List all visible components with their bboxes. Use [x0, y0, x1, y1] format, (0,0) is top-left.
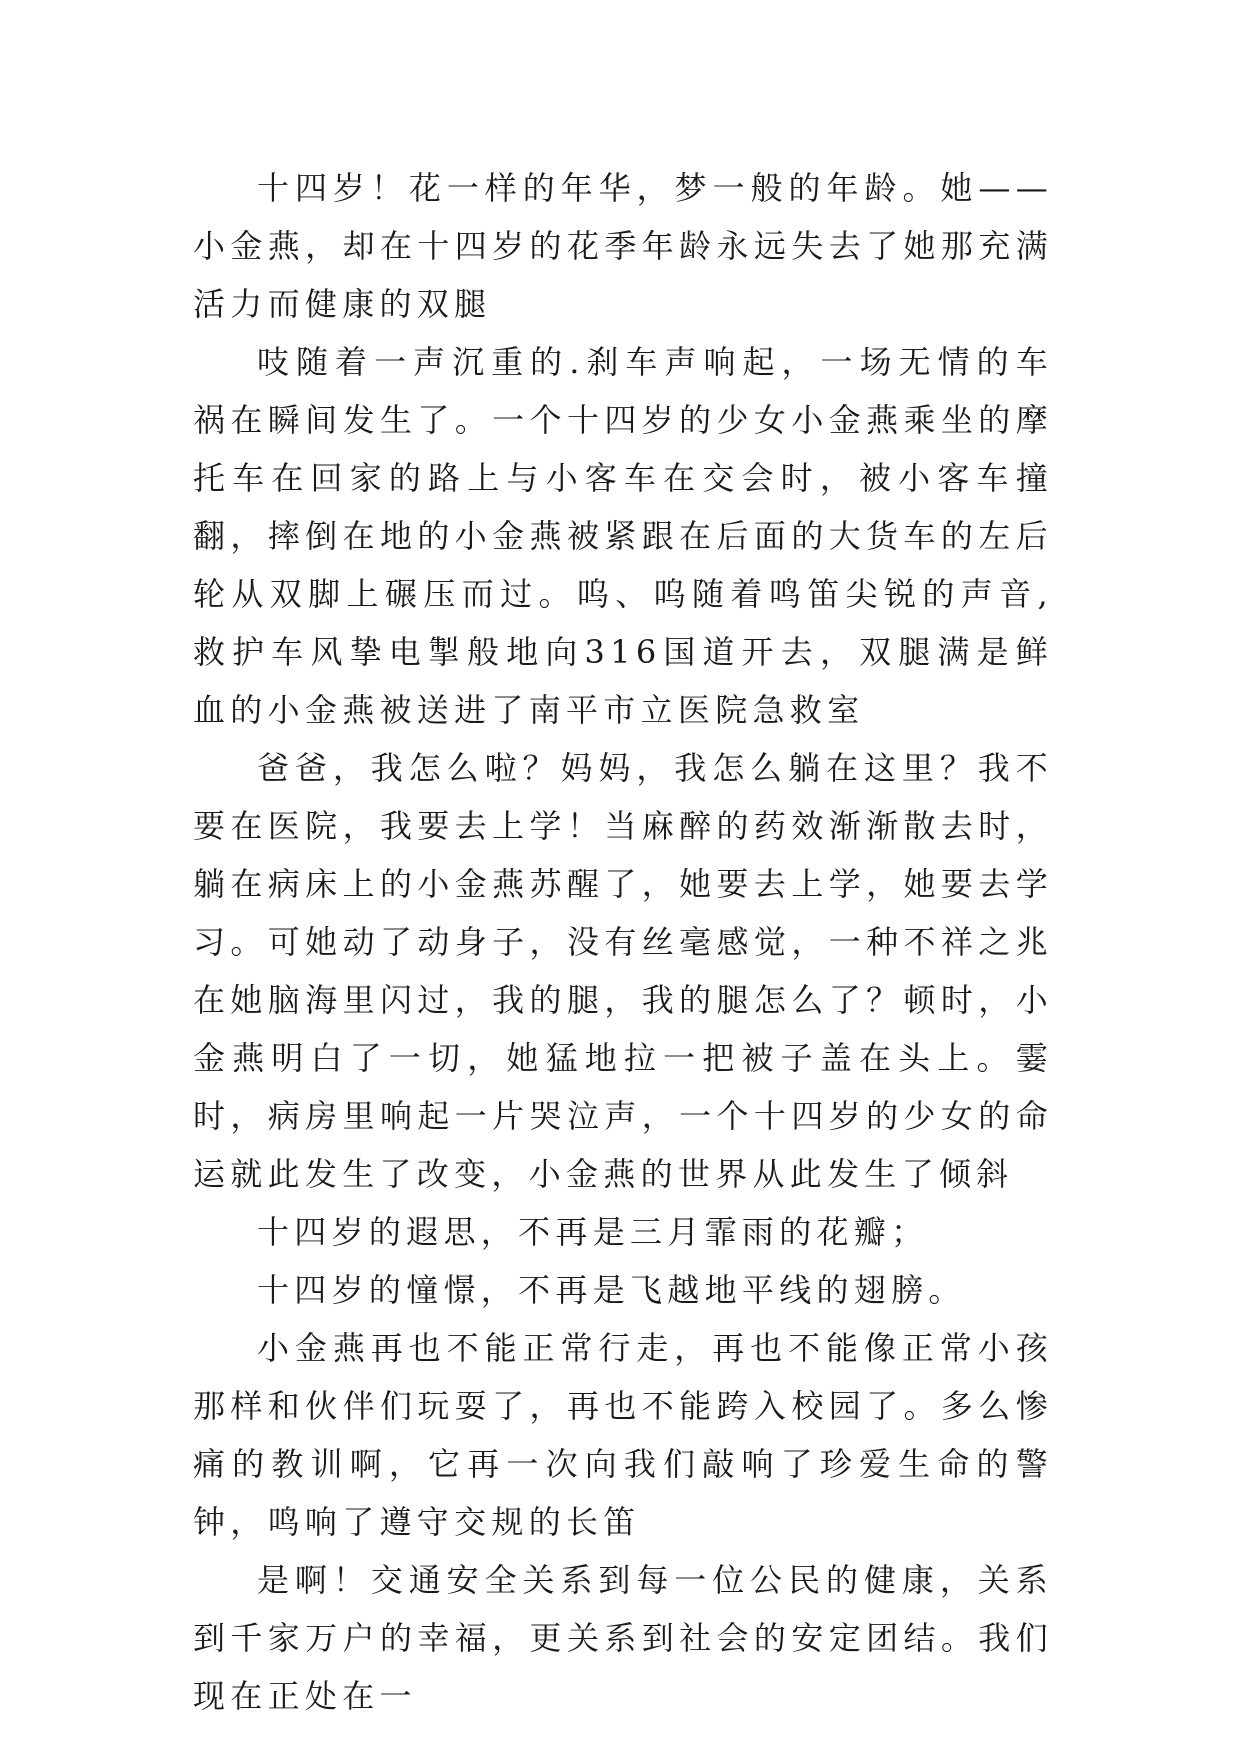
paragraph-7: 是啊！交通安全关系到每一位公民的健康，关系到千家万户的幸福，更关系到社会的安定团结。我们现在正处在一: [193, 1561, 1053, 1715]
paragraph-3: 爸爸，我怎么啦？妈妈，我怎么躺在这里？我不要在医院，我要去上学！当麻醉的药效渐渐散去时，躺在病床上的小金燕苏醒了，她要去上学，她要去学习。可她动了动身子，没有丝毫感觉，一种不祥之兆在她脑海里闪过，我的腿，我的腿怎么了？顿时，小金燕明白了一切，她猛地拉一把被子盖在头上。霎时，病房里响起一片哭泣声，一个十四岁的少女的命运就此发生了改变，小金燕的世界从此发生了倾斜: [193, 749, 1053, 1193]
document-body: [193, 159, 1053, 1725]
paragraph-2: 吱随着一声沉重的.刹车声响起，一场无情的车祸在瞬间发生了。一个十四岁的少女小金燕乘坐的摩托车在回家的路上与小客车在交会时，被小客车撞翻，摔倒在地的小金燕被紧跟在后面的大货车的左后轮从双脚上碾压而过。呜、呜随着鸣笛尖锐的声音,救护车风挚电掣般地向316国道开去，双腿满是鲜血的小金燕被送进了南平市立医院急救室: [193, 343, 1053, 729]
paragraph-4: 十四岁的遐思，不再是三月霏雨的花瓣；: [257, 1213, 929, 1251]
paragraph-5: 十四岁的憧憬，不再是飞越地平线的翅膀。: [257, 1271, 966, 1309]
paragraph-6: 小金燕再也不能正常行走，再也不能像正常小孩那样和伙伴们玩耍了，再也不能跨入校园了。多么惨痛的教训啊，它再一次向我们敲响了珍爱生命的警钟，鸣响了遵守交规的长笛: [193, 1329, 1053, 1541]
paragraph-1: 十四岁！花一样的年华，梦一般的年龄。她——小金燕，却在十四岁的花季年龄永远失去了她那充满活力而健康的双腿: [193, 169, 1053, 323]
